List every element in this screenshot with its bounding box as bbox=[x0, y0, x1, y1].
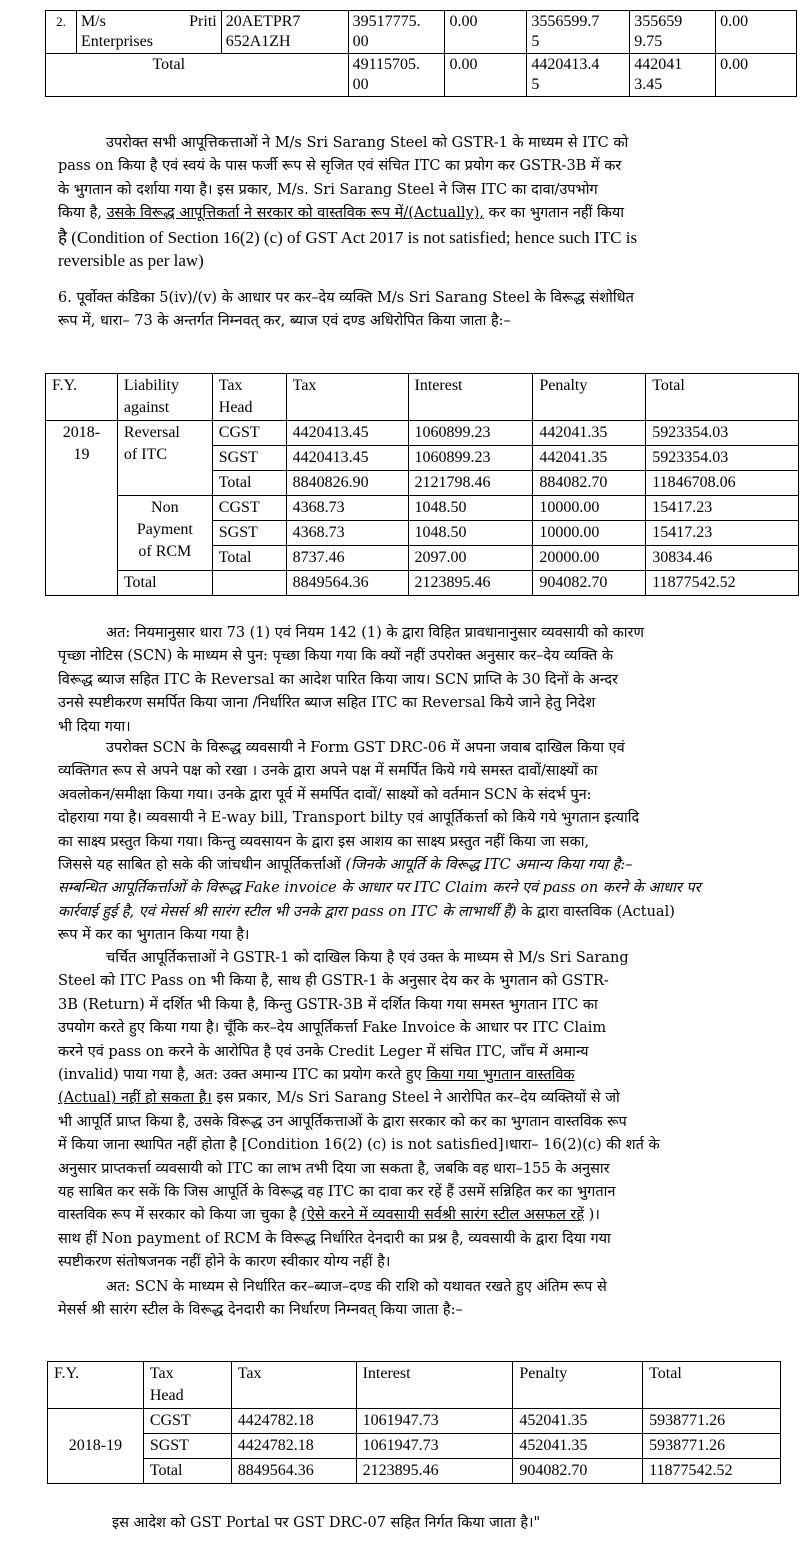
supplier-name: M/s Priti Enterprises bbox=[76, 11, 221, 54]
financial-year: 2018- 19 bbox=[46, 421, 118, 596]
column-header: Liability against bbox=[117, 374, 212, 421]
table-header-row bbox=[46, 374, 799, 421]
cell-value: 3556599.7 5 bbox=[527, 11, 630, 54]
column-header: Tax Head bbox=[212, 374, 286, 421]
table-row: SGST 4368.73 1048.50 10000.00 15417.23 bbox=[46, 521, 799, 546]
paragraph-drc-06-reply: उपरोक्त SCN के विरूद्ध व्यवसायी ने Form GST DRC-06 में अपना जवाब दाखिल किया एवं व्यक्तिगत रूप से अपने पक्ष को रखा । उनके द्वारा अपने पक्ष में समर्पित किये गये समस्त दावों/साक्ष्यों का अवलोकन/समीक्षा किया गया। उनके द्वारा पूर्व में समर्पित दावों/ साक्ष्यों को वर्तमान SCN के संदर्भ पुन: दोहराया गया है। व्यवसायी ने E-way bill, Transport bilty एवं आपूर्तिकर्त्ता को किये गये भुगतान इत्यादि का साक्ष्य प्रस्तुत किया गया। किन्तु व्यवसायन के द्वारा इस आशय का साक्ष्य प्रस्तुत नहीं किया जा सका, जिससे यह साबित हो सके की जांचधीन आपूर्तिकर्त्ताओं (जिनके आपूर्ति के विरूद्ध ITC अमान्य किया गया है:– सम्बन्धित आपूर्तिकर्त्ताओं के विरूद्ध Fake invoice के आधार पर ITC Claim करने एवं pass on करने के आधार पर कार्रवाई हुई है, एवं मेसर्स श्री सारंग स्टील भी उनके द्वारा pass on ITC के लाभार्थी हैं) के द्वारा वास्तविक (Actual) रूप में कर का भुगतान किया गया है। bbox=[58, 740, 701, 944]
column-header: Total bbox=[643, 1362, 781, 1409]
column-header: Tax bbox=[286, 374, 408, 421]
total-label: Total bbox=[46, 54, 349, 97]
table-row: 2018-19 CGST 4424782.18 1061947.73 452041.35 5938771.26 bbox=[48, 1409, 781, 1434]
financial-year: 2018-19 bbox=[48, 1409, 144, 1484]
cell-value: 0.00 bbox=[445, 11, 527, 54]
table-row: SGST 4420413.45 1060899.23 442041.35 5923354.03 bbox=[46, 446, 799, 471]
table-row bbox=[46, 11, 797, 54]
table-row: Total 8840826.90 2121798.46 884082.70 11846708.06 bbox=[46, 471, 799, 496]
liability-table bbox=[45, 373, 799, 596]
paragraph-final-assessment: अत: SCN के माध्यम से निर्धारित कर–ब्याज–दण्ड की राशि को यथावत रखते हुए अंतिम रूप से मेसर्स श्री सारंग स्टील के विरूद्ध देनदारी का निर्धारण निम्नवत् किया जाता है:– bbox=[58, 1279, 607, 1319]
table-row: SGST 4424782.18 1061947.73 452041.35 5938771.26 bbox=[48, 1434, 781, 1459]
liability-group: Non Payment of RCM bbox=[117, 496, 212, 571]
column-header: Penalty bbox=[533, 374, 646, 421]
table-row: Total 8737.46 2097.00 20000.00 30834.46 bbox=[46, 546, 799, 571]
table-total-row bbox=[46, 54, 797, 97]
supplier-gstin: 20AETPR7 652A1ZH bbox=[221, 11, 348, 54]
cell-value: 49115705. 00 bbox=[348, 54, 445, 97]
liability-group: Reversal of ITC bbox=[117, 421, 212, 496]
table-row: Non Payment of RCM CGST 4368.73 1048.50 10000.00 15417.23 bbox=[46, 496, 799, 521]
cell-value: 39517775. 00 bbox=[348, 11, 445, 54]
table-total-row: Total 8849564.36 2123895.46 904082.70 11877542.52 bbox=[48, 1459, 781, 1484]
order-closing-line: इस आदेश को GST Portal पर GST DRC-07 सहित निर्गत किया जाता है।" bbox=[112, 1515, 541, 1531]
supplier-itc-table bbox=[45, 10, 797, 97]
paragraph-scn-notice: अत: नियमानुसार धारा 73 (1) एवं नियम 142 (1) के द्वारा विहित प्रावधानानुसार व्यवसायी को कारण पृच्छा नोटिस (SCN) के माध्यम से पुन: पृच्छा किया गया कि क्यों नहीं उपरोक्त अनुसार कर–देय व्यक्ति के विरूद्ध ब्याज सहित ITC के Reversal का आदेश पारित किया जाय। SCN प्राप्ति के 30 दिनों के अन्दर उनसे स्पष्टीकरण समर्पित किया जाना /निर्धारित ब्याज सहित ITC का Reversal किये जाने हेतु निदेश भी दिया गया। bbox=[58, 625, 644, 735]
cell-value: 0.00 bbox=[716, 11, 797, 54]
column-header: F.Y. bbox=[48, 1362, 144, 1409]
final-demand-table bbox=[47, 1361, 781, 1484]
paragraph-findings: चर्चित आपूर्तिकत्ताओं ने GSTR-1 को दाखिल किया है एवं उक्त के माध्यम से M/s Sri Sarang Steel को ITC Pass on भी किया है, साथ ही GSTR-1 के अनुसार देय कर के भुगतान को GSTR- 3B (Return) में दर्शित भी किया है, किन्तु GSTR-3B में दर्शित किया गया समस्त भुगतान ITC का उपयोग करते हुए किया गया है। चूँकि कर–देय आपूर्तिकर्त्ता Fake Invoice के आधार पर ITC Claim करने एवं pass on करने के आरोपित है एवं उनके Credit Leger में संचित ITC, जाँच में अमान्य (invalid) पाया गया है, अत: उक्त अमान्य ITC का प्रयोग करते हुए किया गया भुगतान वास्तविक (Actual) नहीं हो सकता है। इस प्रकार, M/s Sri Sarang Steel ने आरोपित कर–देय व्यक्तियों से जो भी आपूर्ति प्राप्त किया है, उसके विरूद्ध उन आपूर्तिकत्ताओं के द्वारा सरकार को कर का भुगतान वास्तविक रूप में किया जाना स्थापित नहीं होता है [Condition 16(2) (c) is not satisfied]।धारा– 16(2)(c) की शर्त के अनुसार प्राप्तकर्त्ता व्यवसायी को ITC का लाभ तभी दिया जा सकता है, जबकि वह धारा–155 के अनुसार यह साबित कर सकें कि जिस आपूर्ति के विरूद्ध वह ITC का दावा कर रहें हैं उसमें सन्निहित कर का भुगतान वास्तविक रूप में सरकार को किया जा चुका है (ऐसे करने में व्यवसायी सर्वश्री सारंग स्टील असफल रहें )। साथ हीं Non payment of RCM के विरूद्ध निर्धारित देनदारी का प्रश्न है, व्यवसायी के द्वारा दिया गया स्पष्टीकरण संतोषजनक नहीं होने के कारण स्वीकार योग्य नहीं है। bbox=[58, 950, 660, 1271]
table-header-row bbox=[48, 1362, 781, 1409]
column-header: Total bbox=[646, 374, 799, 421]
column-header: F.Y. bbox=[46, 374, 118, 421]
paragraph-itc-pass-on: उपरोक्त सभी आपूत्तिकत्ताओं ने M/s Sri Sarang Steel को GSTR-1 के माध्यम से ITC को pass on किया है एवं स्वयं के पास फर्जी रूप से सृजित एवं संचित ITC का प्रयोग कर GSTR-3B में कर के भुगतान को दर्शाया गया है। इस प्रकार, M/s. Sri Sarang Steel ने जिस ITC का दावा/उपभोग किया है, उसके विरूद्ध आपूत्तिकर्ता ने सरकार को वास्तविक रूप में/(Actually), कर का भुगतान नहीं किया है (Condition of Section 16(2) (c) of GST Act 2017 is not satisfied; hence such ITC is reversible as per law) bbox=[58, 135, 638, 271]
table-row: 2018- 19 Reversal of ITC CGST 4420413.45 1060899.23 442041.35 5923354.03 bbox=[46, 421, 799, 446]
cell-value: 0.00 bbox=[716, 54, 797, 97]
column-header: Penalty bbox=[513, 1362, 643, 1409]
cell-value: 355659 9.75 bbox=[630, 11, 716, 54]
column-header: Interest bbox=[356, 1362, 513, 1409]
column-header: Tax bbox=[231, 1362, 356, 1409]
paragraph-liability-intro: 6. पूर्वोक्त कंडिका 5(iv)/(v) के आधार पर कर–देय व्यक्ति M/s Sri Sarang Steel के विरूद्ध संशोधित रूप में, धारा– 73 के अन्तर्गत निम्नवत् कर, ब्याज एवं दण्ड अधिरोपित किया जाता है:– bbox=[58, 290, 634, 330]
cell-value: 442041 3.45 bbox=[630, 54, 716, 97]
serial-number: 2. bbox=[46, 11, 77, 54]
column-header: Tax Head bbox=[143, 1362, 231, 1409]
cell-value: 4420413.4 5 bbox=[527, 54, 630, 97]
cell-value: 0.00 bbox=[445, 54, 527, 97]
table-total-row: Total 8849564.36 2123895.46 904082.70 11877542.52 bbox=[46, 571, 799, 596]
column-header: Interest bbox=[408, 374, 533, 421]
